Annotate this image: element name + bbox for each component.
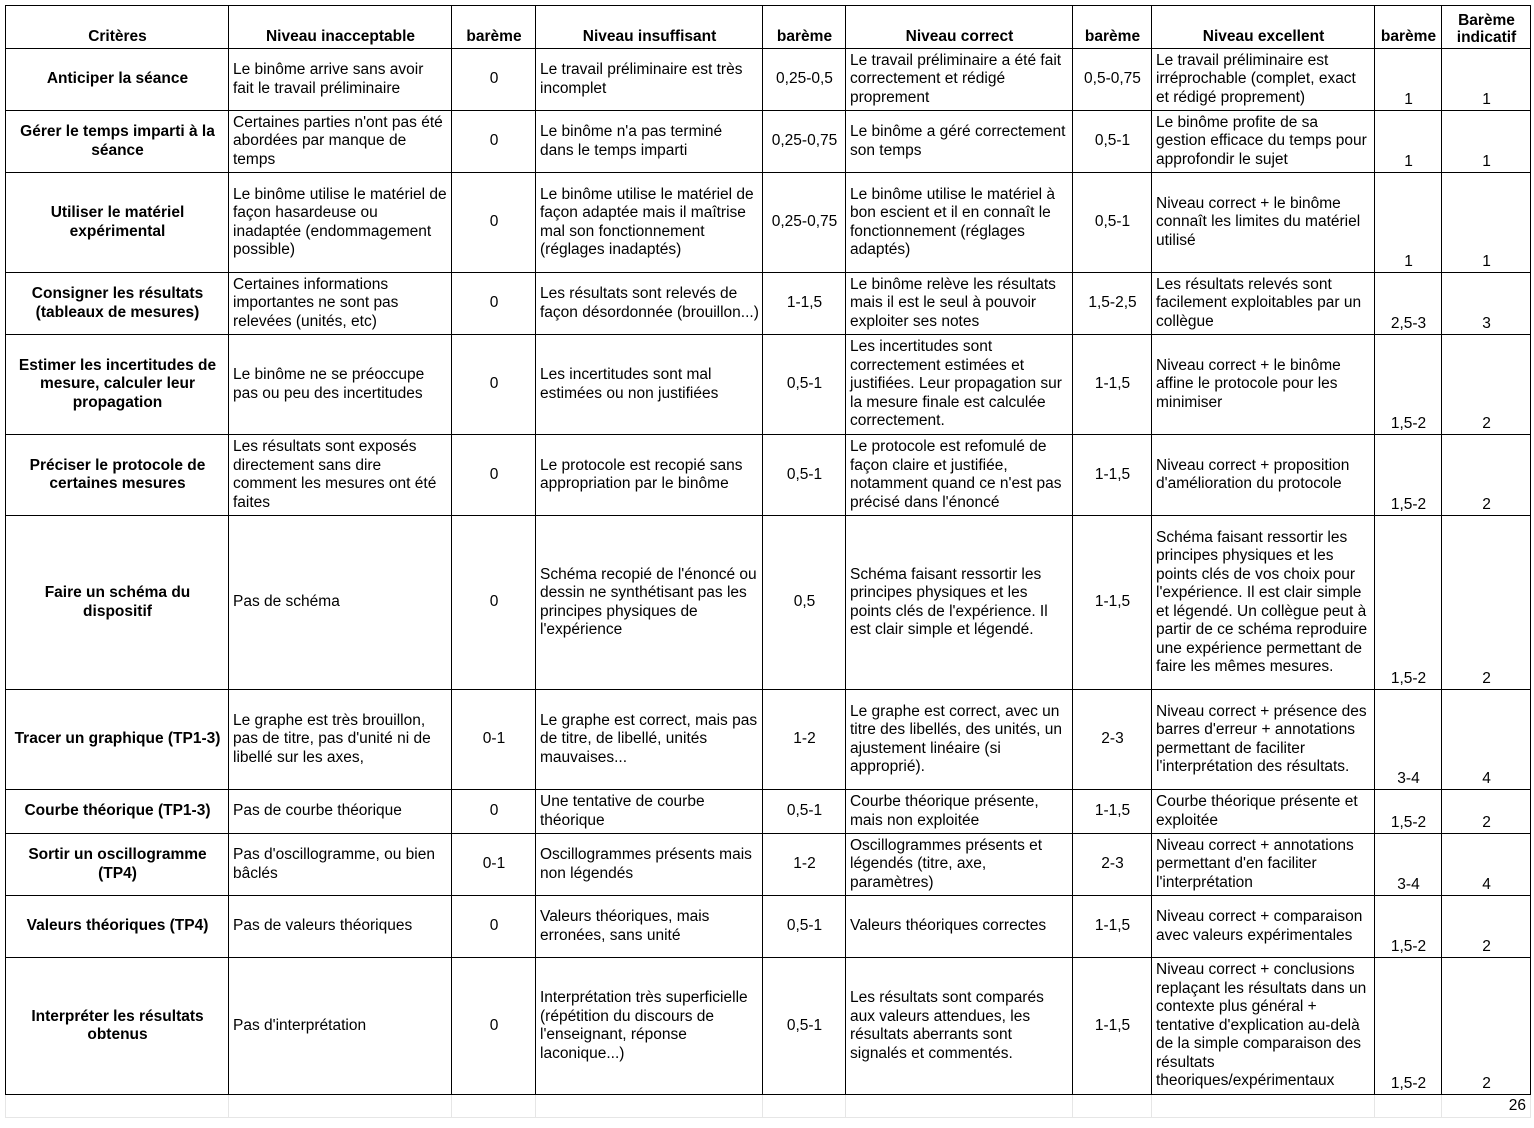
bareme-indicatif-cell: 2 bbox=[1442, 516, 1531, 690]
insuffisant-cell: Les résultats sont relevés de façon désordonnée (brouillon...) bbox=[536, 273, 763, 335]
excellent-cell: Les résultats relevés sont facilement exploitables par un collègue bbox=[1152, 273, 1375, 335]
insuffisant-cell: Le graphe est correct, mais pas de titre, de libellé, unités mauvaises... bbox=[536, 690, 763, 790]
insuffisant-cell: Oscillogrammes présents mais non légendés bbox=[536, 834, 763, 896]
footer-cell bbox=[763, 1095, 846, 1118]
bareme-excellent-cell: 2,5-3 bbox=[1375, 273, 1442, 335]
excellent-cell: Niveau correct + comparaison avec valeurs expérimentales bbox=[1152, 896, 1375, 958]
correct-cell: Le protocole est refomulé de façon claire et justifiée, notamment quand ce n'est pas précisé dans l'énoncé bbox=[846, 435, 1073, 516]
bareme-excellent-cell: 3-4 bbox=[1375, 690, 1442, 790]
header-criteres: Critères bbox=[6, 6, 229, 49]
bareme-insuffisant-cell: 0,5-1 bbox=[763, 335, 846, 435]
table-row bbox=[6, 790, 1531, 834]
table-row bbox=[6, 435, 1531, 516]
header-niveau-inacceptable: Niveau inacceptable bbox=[229, 6, 452, 49]
correct-cell: Les résultats sont comparés aux valeurs attendues, les résultats aberrants sont signalés et commentés. bbox=[846, 958, 1073, 1095]
inacceptable-cell: Pas d'oscillogramme, ou bien bâclés bbox=[229, 834, 452, 896]
correct-cell: Les incertitudes sont correctement estimées et justifiées. Leur propagation sur la mesure finale est calculée correctement. bbox=[846, 335, 1073, 435]
bareme-excellent-cell: 1,5-2 bbox=[1375, 435, 1442, 516]
correct-cell: Le travail préliminaire a été fait correctement et rédigé proprement bbox=[846, 49, 1073, 111]
footer-cell bbox=[1152, 1095, 1375, 1118]
bareme-correct-cell: 0,5-1 bbox=[1073, 173, 1152, 273]
bareme-indicatif-cell: 2 bbox=[1442, 790, 1531, 834]
insuffisant-cell: Le travail préliminaire est très incomplet bbox=[536, 49, 763, 111]
header-bareme-4: barème bbox=[1375, 6, 1442, 49]
correct-cell: Le graphe est correct, avec un titre des libellés, des unités, un ajustement linéaire (si approprié). bbox=[846, 690, 1073, 790]
insuffisant-cell: Schéma recopié de l'énoncé ou dessin ne synthétisant pas les principes physiques de l'expérience bbox=[536, 516, 763, 690]
correct-cell: Le binôme relève les résultats mais il est le seul à pouvoir exploiter ses notes bbox=[846, 273, 1073, 335]
table-row bbox=[6, 516, 1531, 690]
bareme-indicatif-cell: 2 bbox=[1442, 896, 1531, 958]
criterion-cell: Interpréter les résultats obtenus bbox=[6, 958, 229, 1095]
excellent-cell: Niveau correct + présence des barres d'erreur + annotations permettant de faciliter l'interprétation des résultats. bbox=[1152, 690, 1375, 790]
bareme-excellent-cell: 1 bbox=[1375, 49, 1442, 111]
bareme-excellent-cell: 1,5-2 bbox=[1375, 958, 1442, 1095]
footer-cell bbox=[452, 1095, 536, 1118]
table-row bbox=[6, 958, 1531, 1095]
excellent-cell: Niveau correct + le binôme affine le protocole pour les minimiser bbox=[1152, 335, 1375, 435]
bareme-correct-cell: 0,5-0,75 bbox=[1073, 49, 1152, 111]
header-niveau-correct: Niveau correct bbox=[846, 6, 1073, 49]
bareme-excellent-cell: 1,5-2 bbox=[1375, 335, 1442, 435]
table-row bbox=[6, 834, 1531, 896]
bareme-indicatif-cell: 4 bbox=[1442, 834, 1531, 896]
criterion-cell: Gérer le temps imparti à la séance bbox=[6, 111, 229, 173]
insuffisant-cell: Le binôme n'a pas terminé dans le temps imparti bbox=[536, 111, 763, 173]
criterion-cell: Utiliser le matériel expérimental bbox=[6, 173, 229, 273]
bareme-inacceptable-cell: 0 bbox=[452, 435, 536, 516]
bareme-indicatif-cell: 2 bbox=[1442, 958, 1531, 1095]
table-row bbox=[6, 273, 1531, 335]
excellent-cell: Courbe théorique présente et exploitée bbox=[1152, 790, 1375, 834]
criterion-cell: Courbe théorique (TP1-3) bbox=[6, 790, 229, 834]
inacceptable-cell: Pas d'interprétation bbox=[229, 958, 452, 1095]
bareme-insuffisant-cell: 0,25-0,75 bbox=[763, 173, 846, 273]
bareme-insuffisant-cell: 1-1,5 bbox=[763, 273, 846, 335]
excellent-cell: Niveau correct + proposition d'amélioration du protocole bbox=[1152, 435, 1375, 516]
bareme-insuffisant-cell: 0,5-1 bbox=[763, 435, 846, 516]
criterion-cell: Tracer un graphique (TP1-3) bbox=[6, 690, 229, 790]
footer-cell bbox=[536, 1095, 763, 1118]
bareme-indicatif-cell: 3 bbox=[1442, 273, 1531, 335]
insuffisant-cell: Les incertitudes sont mal estimées ou non justifiées bbox=[536, 335, 763, 435]
page-number: 26 bbox=[1442, 1095, 1531, 1118]
footer-cell bbox=[846, 1095, 1073, 1118]
bareme-excellent-cell: 1 bbox=[1375, 111, 1442, 173]
evaluation-grid bbox=[5, 5, 1531, 1118]
excellent-cell: Niveau correct + annotations permettant d'en faciliter l'interprétation bbox=[1152, 834, 1375, 896]
criterion-cell: Faire un schéma du dispositif bbox=[6, 516, 229, 690]
correct-cell: Schéma faisant ressortir les principes physiques et les points clés de l'expérience. Il est clair simple et légendé. bbox=[846, 516, 1073, 690]
footer-cell bbox=[1375, 1095, 1442, 1118]
header-bareme-2: barème bbox=[763, 6, 846, 49]
header-niveau-excellent: Niveau excellent bbox=[1152, 6, 1375, 49]
insuffisant-cell: Une tentative de courbe théorique bbox=[536, 790, 763, 834]
bareme-insuffisant-cell: 0,5 bbox=[763, 516, 846, 690]
bareme-excellent-cell: 1,5-2 bbox=[1375, 516, 1442, 690]
bareme-correct-cell: 1-1,5 bbox=[1073, 435, 1152, 516]
bareme-insuffisant-cell: 0,5-1 bbox=[763, 790, 846, 834]
bareme-inacceptable-cell: 0 bbox=[452, 896, 536, 958]
bareme-excellent-cell: 1,5-2 bbox=[1375, 896, 1442, 958]
footer-cell bbox=[229, 1095, 452, 1118]
header-niveau-insuffisant: Niveau insuffisant bbox=[536, 6, 763, 49]
inacceptable-cell: Le binôme arrive sans avoir fait le travail préliminaire bbox=[229, 49, 452, 111]
insuffisant-cell: Valeurs théoriques, mais erronées, sans unité bbox=[536, 896, 763, 958]
bareme-excellent-cell: 3-4 bbox=[1375, 834, 1442, 896]
bareme-correct-cell: 1-1,5 bbox=[1073, 896, 1152, 958]
bareme-indicatif-cell: 1 bbox=[1442, 173, 1531, 273]
header-bareme-1: barème bbox=[452, 6, 536, 49]
inacceptable-cell: Certaines informations importantes ne sont pas relevées (unités, etc) bbox=[229, 273, 452, 335]
correct-cell: Le binôme a géré correctement son temps bbox=[846, 111, 1073, 173]
bareme-indicatif-cell: 1 bbox=[1442, 49, 1531, 111]
criterion-cell: Valeurs théoriques (TP4) bbox=[6, 896, 229, 958]
bareme-insuffisant-cell: 0,25-0,5 bbox=[763, 49, 846, 111]
criterion-cell: Estimer les incertitudes de mesure, calculer leur propagation bbox=[6, 335, 229, 435]
bareme-correct-cell: 1-1,5 bbox=[1073, 790, 1152, 834]
insuffisant-cell: Interprétation très superficielle (répétition du discours de l'enseignant, réponse laconique...) bbox=[536, 958, 763, 1095]
bareme-indicatif-cell: 1 bbox=[1442, 111, 1531, 173]
inacceptable-cell: Pas de courbe théorique bbox=[229, 790, 452, 834]
bareme-insuffisant-cell: 0,5-1 bbox=[763, 896, 846, 958]
table-row bbox=[6, 335, 1531, 435]
inacceptable-cell: Le binôme ne se préoccupe pas ou peu des incertitudes bbox=[229, 335, 452, 435]
bareme-insuffisant-cell: 0,5-1 bbox=[763, 958, 846, 1095]
insuffisant-cell: Le binôme utilise le matériel de façon adaptée mais il maîtrise mal son fonctionnement (réglages inadaptés) bbox=[536, 173, 763, 273]
correct-cell: Oscillogrammes présents et légendés (titre, axe, paramètres) bbox=[846, 834, 1073, 896]
table-row bbox=[6, 49, 1531, 111]
criterion-cell: Consigner les résultats (tableaux de mesures) bbox=[6, 273, 229, 335]
table-row bbox=[6, 111, 1531, 173]
bareme-inacceptable-cell: 0-1 bbox=[452, 690, 536, 790]
bareme-indicatif-cell: 4 bbox=[1442, 690, 1531, 790]
table-row bbox=[6, 896, 1531, 958]
inacceptable-cell: Le graphe est très brouillon, pas de titre, pas d'unité ni de libellé sur les axes, bbox=[229, 690, 452, 790]
criterion-cell: Sortir un oscillogramme (TP4) bbox=[6, 834, 229, 896]
bareme-inacceptable-cell: 0 bbox=[452, 173, 536, 273]
bareme-insuffisant-cell: 1-2 bbox=[763, 690, 846, 790]
bareme-indicatif-cell: 2 bbox=[1442, 335, 1531, 435]
header-bareme-indicatif: Barème indicatif bbox=[1442, 6, 1531, 49]
bareme-inacceptable-cell: 0 bbox=[452, 49, 536, 111]
bareme-insuffisant-cell: 0,25-0,75 bbox=[763, 111, 846, 173]
excellent-cell: Niveau correct + conclusions replaçant les résultats dans un contexte plus général + tentative d'explication au-delà de la simple comparaison des résultats theoriques/expérimentaux bbox=[1152, 958, 1375, 1095]
bareme-correct-cell: 2-3 bbox=[1073, 834, 1152, 896]
bareme-correct-cell: 1-1,5 bbox=[1073, 335, 1152, 435]
bareme-excellent-cell: 1,5-2 bbox=[1375, 790, 1442, 834]
header-row bbox=[6, 6, 1531, 49]
inacceptable-cell: Pas de valeurs théoriques bbox=[229, 896, 452, 958]
bareme-inacceptable-cell: 0 bbox=[452, 335, 536, 435]
table-row bbox=[6, 690, 1531, 790]
correct-cell: Le binôme utilise le matériel à bon escient et il en connaît le fonctionnement (réglages adaptés) bbox=[846, 173, 1073, 273]
excellent-cell: Le binôme profite de sa gestion efficace du temps pour approfondir le sujet bbox=[1152, 111, 1375, 173]
inacceptable-cell: Certaines parties n'ont pas été abordées par manque de temps bbox=[229, 111, 452, 173]
bareme-correct-cell: 1-1,5 bbox=[1073, 516, 1152, 690]
correct-cell: Courbe théorique présente, mais non exploitée bbox=[846, 790, 1073, 834]
excellent-cell: Schéma faisant ressortir les principes physiques et les points clés de vos choix pour l'expérience. Il est clair simple et légendé. Un collègue peut à partir de ce schéma reproduire une expérience permettant de faire les mêmes mesures. bbox=[1152, 516, 1375, 690]
bareme-correct-cell: 2-3 bbox=[1073, 690, 1152, 790]
excellent-cell: Niveau correct + le binôme connaît les limites du matériel utilisé bbox=[1152, 173, 1375, 273]
table-row bbox=[6, 173, 1531, 273]
bareme-inacceptable-cell: 0 bbox=[452, 958, 536, 1095]
bareme-inacceptable-cell: 0 bbox=[452, 111, 536, 173]
bareme-inacceptable-cell: 0 bbox=[452, 790, 536, 834]
inacceptable-cell: Pas de schéma bbox=[229, 516, 452, 690]
header-bareme-3: barème bbox=[1073, 6, 1152, 49]
excellent-cell: Le travail préliminaire est irréprochable (complet, exact et rédigé proprement) bbox=[1152, 49, 1375, 111]
criterion-cell: Préciser le protocole de certaines mesures bbox=[6, 435, 229, 516]
bareme-excellent-cell: 1 bbox=[1375, 173, 1442, 273]
insuffisant-cell: Le protocole est recopié sans appropriation par le binôme bbox=[536, 435, 763, 516]
bareme-inacceptable-cell: 0 bbox=[452, 516, 536, 690]
bareme-insuffisant-cell: 1-2 bbox=[763, 834, 846, 896]
footer-cell bbox=[1073, 1095, 1152, 1118]
bareme-inacceptable-cell: 0-1 bbox=[452, 834, 536, 896]
correct-cell: Valeurs théoriques correctes bbox=[846, 896, 1073, 958]
bareme-inacceptable-cell: 0 bbox=[452, 273, 536, 335]
bareme-correct-cell: 0,5-1 bbox=[1073, 111, 1152, 173]
bareme-correct-cell: 1,5-2,5 bbox=[1073, 273, 1152, 335]
criterion-cell: Anticiper la séance bbox=[6, 49, 229, 111]
bareme-indicatif-cell: 2 bbox=[1442, 435, 1531, 516]
bareme-correct-cell: 1-1,5 bbox=[1073, 958, 1152, 1095]
inacceptable-cell: Les résultats sont exposés directement sans dire comment les mesures ont été faites bbox=[229, 435, 452, 516]
footer-row bbox=[6, 1095, 1531, 1118]
footer-cell bbox=[6, 1095, 229, 1118]
inacceptable-cell: Le binôme utilise le matériel de façon hasardeuse ou inadaptée (endommagement possible) bbox=[229, 173, 452, 273]
